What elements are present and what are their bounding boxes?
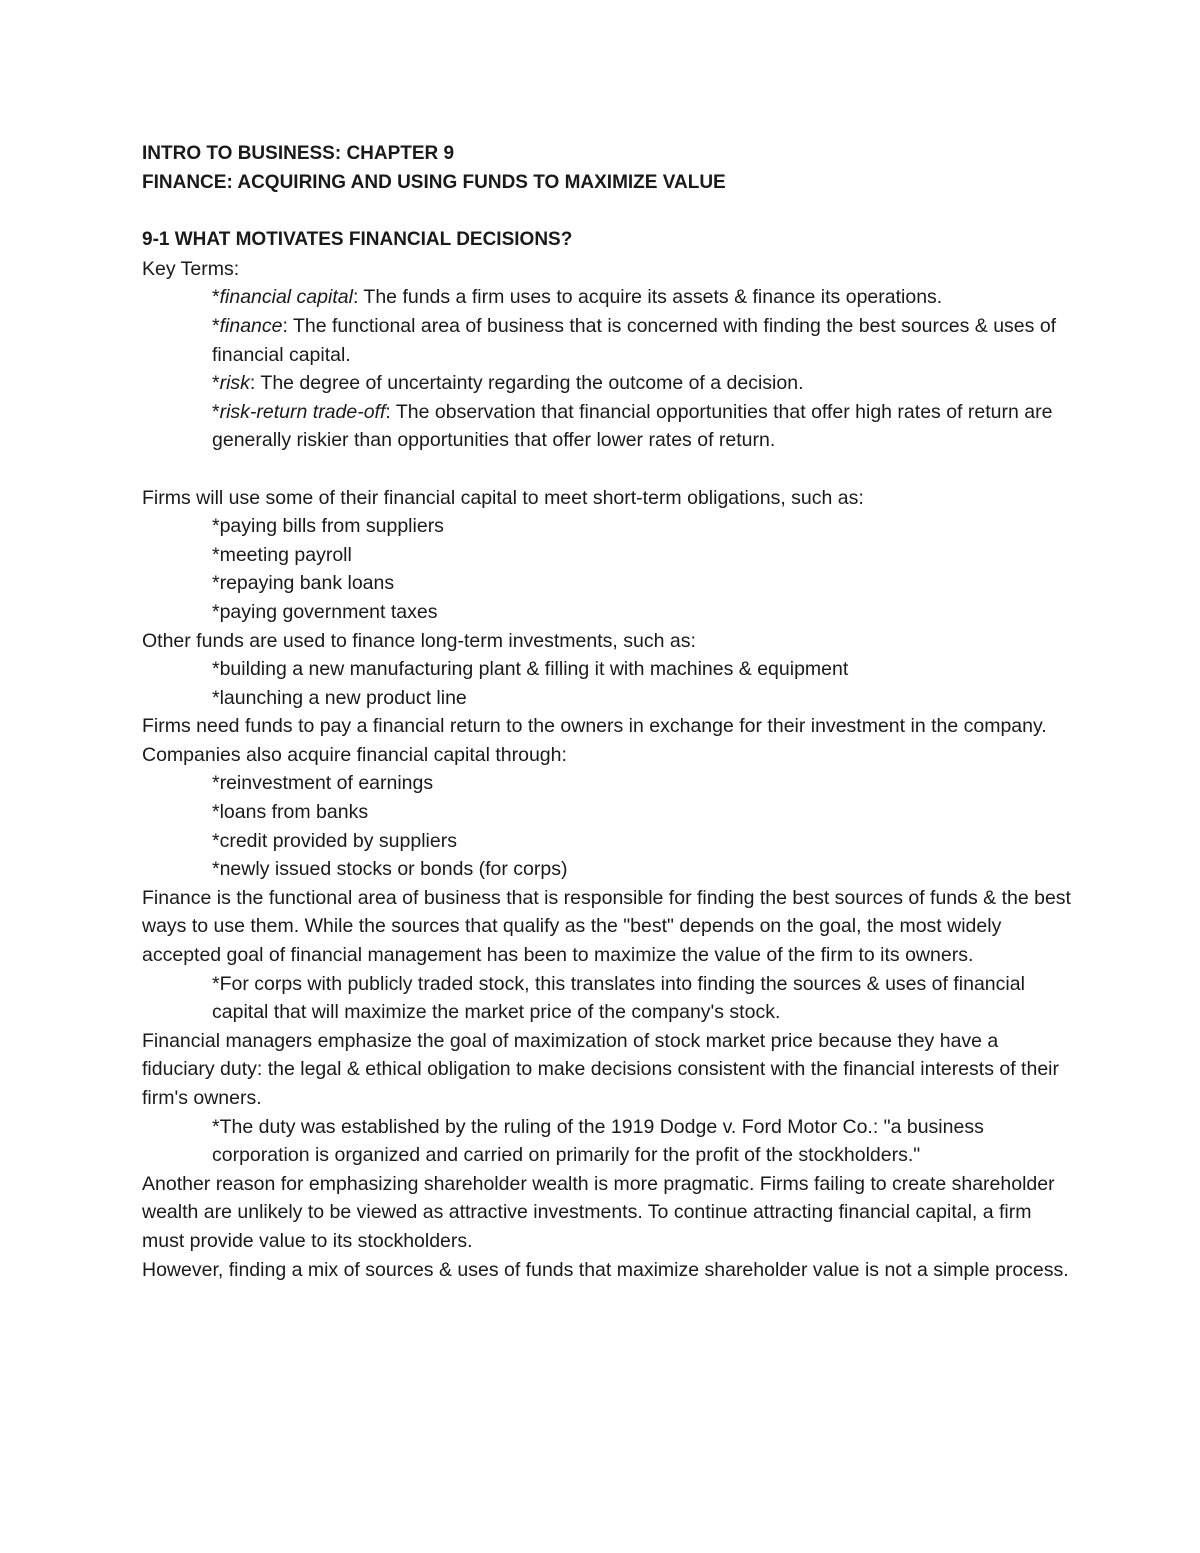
document-page xyxy=(142,140,1072,1284)
key-term-item: *finance: The functional area of business that is concerned with finding the best sources & uses of financial capital. xyxy=(212,314,1057,366)
key-term-name: risk xyxy=(219,372,250,395)
key-term-name: risk-return trade-off xyxy=(219,400,386,423)
key-term-definition: : The observation that financial opportunities that offer high rates of return are generally riskier than opportunities that offer lower rates of return. xyxy=(212,400,1053,452)
key-term-item: *risk-return trade-off: The observation that financial opportunities that offer high rates of return are generally riskier than opportunities that offer lower rates of return. xyxy=(212,400,1053,452)
list-item: *newly issued stocks or bonds (for corps) xyxy=(212,858,568,881)
acquire-intro: Firms need funds to pay a financial return to the owners in exchange for their investment in the company. Companies also acquire financial capital through: xyxy=(142,715,1047,766)
list-item: *meeting payroll xyxy=(212,543,352,566)
key-term-definition: : The funds a firm uses to acquire its assets & finance its operations. xyxy=(352,286,943,309)
list-item: *paying government taxes xyxy=(212,600,438,623)
list-item: *launching a new product line xyxy=(212,686,467,709)
paragraph-gap xyxy=(142,455,1072,484)
key-term-definition: : The functional area of business that is concerned with finding the best sources & uses of financial capital. xyxy=(212,314,1057,366)
closing-paragraph: However, finding a mix of sources & uses of funds that maximize shareholder value is not a simple process. xyxy=(142,1258,1069,1281)
pragmatic-paragraph: Another reason for emphasizing shareholder wealth is more pragmatic. Firms failing to create shareholder wealth are unlikely to be viewed as attractive investments. To continue attracting financial capital, a firm must provide value to its stockholders. xyxy=(142,1172,1055,1252)
document-title-line-1: INTRO TO BUSINESS: CHAPTER 9 xyxy=(142,143,455,164)
fiduciary-paragraph: Financial managers emphasize the goal of maximization of stock market price because they have a fiduciary duty: the legal & ethical obligation to make decisions consistent with the financial interests of their firm's owners. xyxy=(142,1029,1059,1109)
list-item: *loans from banks xyxy=(212,801,369,824)
key-terms-label: Key Terms: xyxy=(142,257,240,280)
key-term-item: *risk: The degree of uncertainty regarding the outcome of a decision. xyxy=(212,372,804,395)
finance-paragraph: Finance is the functional area of business that is responsible for finding the best sources of funds & the best ways to use them. While the sources that qualify as the "best" depends on the goal, the most widely accepted goal of financial management has been to maximize the value of the firm to its owners. xyxy=(142,886,1071,967)
document-title-line-2: FINANCE: ACQUIRING AND USING FUNDS TO MAXIMIZE VALUE xyxy=(142,171,726,193)
key-term-name: financial capital xyxy=(219,286,353,309)
list-item: *credit provided by suppliers xyxy=(212,829,457,852)
list-item: *paying bills from suppliers xyxy=(212,515,444,538)
section-heading: 9-1 WHAT MOTIVATES FINANCIAL DECISIONS? xyxy=(142,229,573,251)
long-term-intro: Other funds are used to finance long-term investments, such as: xyxy=(142,629,696,652)
list-item: *repaying bank loans xyxy=(212,572,395,595)
finance-note: *For corps with publicly traded stock, this translates into finding the sources & uses of financial capital that will maximize the market price of the company's stock. xyxy=(212,972,1025,1024)
list-item: *reinvestment of earnings xyxy=(212,772,434,795)
key-term-item: *financial capital: The funds a firm uses to acquire its assets & finance its operations. xyxy=(212,286,943,309)
fiduciary-note: *The duty was established by the ruling of the 1919 Dodge v. Ford Motor Co.: "a business corporation is organized and carried on primarily for the profit of the stockholders." xyxy=(212,1115,984,1167)
list-item: *building a new manufacturing plant & filling it with machines & equipment xyxy=(212,658,849,681)
key-term-name: finance xyxy=(219,314,283,337)
key-term-definition: : The degree of uncertainty regarding the outcome of a decision. xyxy=(249,372,804,395)
short-term-intro: Firms will use some of their financial capital to meet short-term obligations, such as: xyxy=(142,486,864,509)
